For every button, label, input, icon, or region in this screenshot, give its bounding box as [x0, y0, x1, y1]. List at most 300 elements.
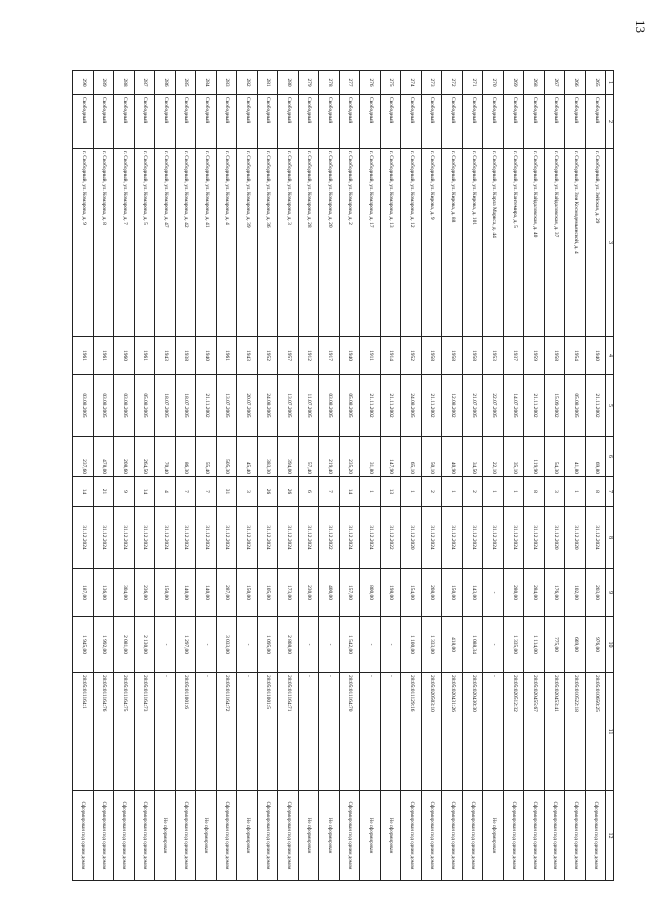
table-cell: 03.08.2005 [319, 375, 340, 437]
table-cell: 1960 [114, 337, 135, 375]
table-cell: 31.12.2024 [155, 507, 176, 569]
table-cell: 2 [421, 477, 442, 507]
registry-table [72, 70, 614, 881]
table-row [278, 71, 299, 881]
table-cell: 26 [257, 477, 278, 507]
table-cell: 136,00 [93, 569, 114, 617]
table-cell: 28:05:020453:41 [544, 673, 565, 791]
table-cell: Свободный [319, 95, 340, 149]
table-cell: 28:05:011164:70 [339, 673, 360, 791]
table-cell: 14.07.2005 [503, 375, 524, 437]
table-cell: 31,80 [360, 437, 381, 477]
table-cell: 55,40 [196, 437, 217, 477]
table-cell: 1954 [565, 337, 586, 375]
table-cell: 140,00 [175, 569, 196, 617]
table-cell: Не сформирован [298, 791, 319, 881]
table-cell: 21.11.2002 [196, 375, 217, 437]
table-cell: Свободный [216, 95, 237, 149]
table-cell: Сформирован под одним домом [565, 791, 586, 881]
table-cell: 140,00 [196, 569, 217, 617]
table-cell: 7 [319, 477, 340, 507]
table-cell: Свободный [483, 95, 504, 149]
table-cell: Свободный [298, 95, 319, 149]
table-cell: 208,00 [421, 569, 442, 617]
column-header: 1 [606, 71, 614, 95]
table-cell: 2 808,00 [278, 617, 299, 673]
table-cell: 21.11.2002 [421, 375, 442, 437]
table-cell: 1952 [257, 337, 278, 375]
table-cell: Свободный [421, 95, 442, 149]
table-cell: 20.07.2005 [237, 375, 258, 437]
table-cell: 1911 [360, 337, 381, 375]
table-cell: Сформирован под одним домом [134, 791, 155, 881]
table-cell: 13.07.2005 [216, 375, 237, 437]
table-cell: 2 130,00 [134, 617, 155, 673]
table-cell: 280 [278, 71, 299, 95]
table-cell: 34,50 [462, 437, 483, 477]
table-cell: 28:05:020512:32 [503, 673, 524, 791]
table-cell: Свободный [278, 95, 299, 149]
table-cell: 9 [114, 477, 135, 507]
table-cell: 1937 [503, 337, 524, 375]
table-cell: 13 [380, 477, 401, 507]
table-cell: Сформирован под одним домом [114, 791, 135, 881]
table-cell: 264,50 [134, 437, 155, 477]
table-cell: Свободный [134, 95, 155, 149]
table-cell: 1961 [134, 337, 155, 375]
table-cell: 54,30 [544, 437, 565, 477]
table-cell: г. Свободный, ул. Комарова, д. 5 [134, 149, 155, 337]
table-cell: Сформирован под одним домом [339, 791, 360, 881]
table-cell: 150,00 [442, 569, 463, 617]
table-cell: 31.12.2024 [339, 507, 360, 569]
table-cell: 290 [73, 71, 94, 95]
table-cell: - [237, 617, 258, 673]
table-cell: 230,00 [298, 569, 319, 617]
table-cell: Сформирован под одним домом [93, 791, 114, 881]
table-cell: 03.08.2005 [114, 375, 135, 437]
table-cell: 478,00 [93, 437, 114, 477]
table-cell: Свободный [462, 95, 483, 149]
table-cell: 13.07.2005 [278, 375, 299, 437]
table-cell: Сформирован под одним домом [421, 791, 442, 881]
table-cell: 28:05:011164:71 [278, 673, 299, 791]
table-cell: 287,00 [216, 569, 237, 617]
table-row [319, 71, 340, 881]
table-row [421, 71, 442, 881]
table-cell: 1961 [73, 337, 94, 375]
table-cell: 800,00 [360, 569, 381, 617]
table-cell: 28:05:011001:6 [175, 673, 196, 791]
table-cell: - [196, 673, 217, 791]
table-cell: 1957 [278, 337, 299, 375]
table-cell: 1 114,00 [524, 617, 545, 673]
table-cell: 28:05:011164:73 [134, 673, 155, 791]
table-cell: Сформирован под одним домом [524, 791, 545, 881]
table-cell: Сформирован под одним домом [462, 791, 483, 881]
table-cell: г. Свободный, ул. Комарова, д. 36 [257, 149, 278, 337]
table-cell: 418,00 [442, 617, 463, 673]
table-cell: 1940 [585, 337, 606, 375]
table-cell: 28:05:020503:10 [421, 673, 442, 791]
table-cell: 45,40 [237, 437, 258, 477]
column-header: 9 [606, 569, 614, 617]
table-cell: 267 [544, 71, 565, 95]
table-cell: - [298, 673, 319, 791]
table-cell: 1 [360, 477, 381, 507]
table-cell: 86,30 [175, 437, 196, 477]
table-cell: 276 [360, 71, 381, 95]
table-cell: 03.08.2005 [73, 375, 94, 437]
table-cell: Свободный [442, 95, 463, 149]
table-cell: Не сформирован [237, 791, 258, 881]
table-cell: - [298, 617, 319, 673]
table-row [114, 71, 135, 881]
column-header: 6 [606, 437, 614, 477]
table-cell: Свободный [73, 95, 94, 149]
table-cell: 203,00 [585, 569, 606, 617]
table-cell: 70,40 [155, 437, 176, 477]
table-cell: 1958 [421, 337, 442, 375]
table-cell: 287 [134, 71, 155, 95]
table-cell: 31.12.2020 [565, 507, 586, 569]
table-cell: 1 095,00 [257, 617, 278, 673]
table-cell: 266 [565, 71, 586, 95]
table-cell: г. Свободный, ул. Кайдаловская, д. 37 [544, 149, 565, 337]
table-cell: Сформирован под одним домом [544, 791, 565, 881]
table-row [339, 71, 360, 881]
table-cell: г. Свободный, ул. Зои Космодемьянской, д. 4 [565, 149, 586, 337]
table-cell: г. Свободный, ул. Комарова, д. 4 [216, 149, 237, 337]
table-cell: 1914 [380, 337, 401, 375]
table-cell: 31.12.2020 [544, 507, 565, 569]
table-cell: Свободный [585, 95, 606, 149]
table-cell: г. Свободный, ул. Комарова, д. 17 [360, 149, 381, 337]
table-cell: Свободный [175, 95, 196, 149]
table-cell: 219,40 [319, 437, 340, 477]
table-cell: г. Свободный, ул. Комарова, д. 28 [298, 149, 319, 337]
table-cell: 15.09.2002 [544, 375, 565, 437]
table-cell: - [319, 673, 340, 791]
table-row [565, 71, 586, 881]
table-cell: 05.08.2005 [134, 375, 155, 437]
table-cell: 1 [442, 477, 463, 507]
table-cell: - [237, 673, 258, 791]
table-cell: 1958 [462, 337, 483, 375]
table-cell: 14 [134, 477, 155, 507]
table-cell: 1938 [175, 337, 196, 375]
table-cell: Сформирован под одним домом [175, 791, 196, 881]
table-cell: 1 [565, 477, 586, 507]
table-cell: 31.12.2024 [483, 507, 504, 569]
table-cell: 31.12.2024 [196, 507, 217, 569]
table-cell: Не сформирован [319, 791, 340, 881]
table-cell: 28:05:010650:25 [585, 673, 606, 791]
table-cell: Сформирован под одним домом [278, 791, 299, 881]
table-cell: Не сформирован [155, 791, 176, 881]
table-cell: 1 [401, 477, 422, 507]
table-cell: 1959 [524, 337, 545, 375]
table-row [155, 71, 176, 881]
table-row [585, 71, 606, 881]
column-header: 2 [606, 95, 614, 149]
table-cell: г. Свободный, ул. Комарова, д. 7 [114, 149, 135, 337]
table-cell: 1952 [401, 337, 422, 375]
table-cell: 31.12.2024 [462, 507, 483, 569]
table-cell: 235,20 [339, 437, 360, 477]
table-row [503, 71, 524, 881]
table-cell: 277 [339, 71, 360, 95]
table-row [483, 71, 504, 881]
table-cell: 383,30 [257, 437, 278, 477]
table-cell: г. Свободный, ул. Кирова, д. 101 [462, 149, 483, 337]
table-cell: - [483, 673, 504, 791]
table-cell: Сформирован под одним домом [585, 791, 606, 881]
table-cell: 26 [278, 477, 299, 507]
table-cell: 21.11.2002 [585, 375, 606, 437]
table-cell: г. Свободный, ул. Комарова, д. 13 [380, 149, 401, 337]
column-header: 5 [606, 375, 614, 437]
table-cell: 31.12.2024 [278, 507, 299, 569]
table-cell: 31.12.2024 [298, 507, 319, 569]
table-body [73, 71, 606, 881]
table-cell: 1 088,34 [462, 617, 483, 673]
table-cell: г. Свободный, ул. Зейская, д. 29 [585, 149, 606, 337]
table-cell: 31.12.2024 [257, 507, 278, 569]
table-cell: 3 [544, 477, 565, 507]
table-cell: 31.12.2024 [360, 507, 381, 569]
table-cell: 31.12.2024 [175, 507, 196, 569]
table-cell: 269 [503, 71, 524, 95]
column-header: 10 [606, 617, 614, 673]
table-cell: 1940 [196, 337, 217, 375]
table-cell: 288 [114, 71, 135, 95]
table-cell: 21 [93, 477, 114, 507]
table-cell: 1953 [483, 337, 504, 375]
table-row [237, 71, 258, 881]
table-row [196, 71, 217, 881]
table-cell: 18.07.2005 [175, 375, 196, 437]
table-cell: 304,00 [114, 569, 135, 617]
table-cell: 3 033,00 [216, 617, 237, 673]
table-cell: 285 [175, 71, 196, 95]
table-cell: - [380, 673, 401, 791]
table-cell: 22,10 [483, 437, 504, 477]
table-cell: Не сформирован [380, 791, 401, 881]
table-cell: 28:05:011129:16 [401, 673, 422, 791]
table-cell: 31.12.2024 [114, 507, 135, 569]
table-cell: 03.08.2005 [93, 375, 114, 437]
table-cell: 173,00 [278, 569, 299, 617]
table-cell: 31.12.2022 [319, 507, 340, 569]
table-cell: 31.12.2024 [73, 507, 94, 569]
table-cell: 28:05:011001:5 [257, 673, 278, 791]
table-cell: 1 100,00 [401, 617, 422, 673]
table-cell: 157,00 [339, 569, 360, 617]
table-row [462, 71, 483, 881]
table-cell: Свободный [380, 95, 401, 149]
table-cell: 28:05:011164:76 [93, 673, 114, 791]
table-cell: 31.12.2024 [421, 507, 442, 569]
table-cell: 154,00 [401, 569, 422, 617]
table-cell: 28:05:020455:67 [524, 673, 545, 791]
table-cell: 24.08.2005 [401, 375, 422, 437]
table-cell: г. Свободный, ул. Комарова, д. 12 [401, 149, 422, 337]
table-cell: 1 [483, 477, 504, 507]
table-cell: 31.12.2024 [93, 507, 114, 569]
table-cell: 28:05:011164:1 [73, 673, 94, 791]
table-cell: Не сформирован [360, 791, 381, 881]
table-row [360, 71, 381, 881]
table-cell: 669,00 [565, 617, 586, 673]
table-cell: 265 [585, 71, 606, 95]
table-cell: 198,00 [380, 569, 401, 617]
table-cell: 22.07.2005 [483, 375, 504, 437]
table-cell: 268 [524, 71, 545, 95]
table-cell: 281 [257, 71, 278, 95]
table-cell: 1 945,00 [73, 617, 94, 673]
table-cell: 143,00 [462, 569, 483, 617]
table-cell: 286 [155, 71, 176, 95]
table-row [380, 71, 401, 881]
table-cell: 05.08.2005 [565, 375, 586, 437]
table-row [175, 71, 196, 881]
table-cell: Сформирован под одним домом [216, 791, 237, 881]
table-cell: г. Свободный, ул. Комарова, д. 8 [93, 149, 114, 337]
table-cell: 176,00 [544, 569, 565, 617]
table-cell: 976,00 [585, 617, 606, 673]
table-cell: 284 [196, 71, 217, 95]
table-row [524, 71, 545, 881]
table-cell: 400,00 [319, 569, 340, 617]
table-cell: 7 [175, 477, 196, 507]
column-header: 11 [606, 673, 614, 791]
table-cell: 1 542,00 [339, 617, 360, 673]
table-cell: 289 [93, 71, 114, 95]
page-number: 13 [633, 20, 648, 33]
table-row [257, 71, 278, 881]
table-cell: 1940 [339, 337, 360, 375]
table-cell: 284,00 [524, 569, 545, 617]
table-cell: - [155, 617, 176, 673]
table-cell: 1 992,00 [93, 617, 114, 673]
table-cell: 283 [216, 71, 237, 95]
table-cell: Сформирован под одним домом [73, 791, 94, 881]
table-cell: Сформирован под одним домом [257, 791, 278, 881]
table-cell: 1958 [544, 337, 565, 375]
registry-table-container [72, 70, 614, 880]
table-cell: 775,00 [544, 617, 565, 673]
table-cell: 2 [462, 477, 483, 507]
table-cell: 69,80 [585, 437, 606, 477]
table-cell: 1943 [237, 337, 258, 375]
table-cell: 21.11.2002 [380, 375, 401, 437]
table-cell: 28:05:020430:30 [462, 673, 483, 791]
table-cell: 35,10 [503, 437, 524, 477]
table-cell: Сформирован под одним домом [442, 791, 463, 881]
table-cell: Свободный [544, 95, 565, 149]
table-row [93, 71, 114, 881]
table-cell: Не сформирован [483, 791, 504, 881]
table-row [134, 71, 155, 881]
table-cell: Свободный [155, 95, 176, 149]
table-cell: 275 [380, 71, 401, 95]
table-cell: 1912 [298, 337, 319, 375]
table-cell: 1 297,00 [175, 617, 196, 673]
table-cell: 279 [298, 71, 319, 95]
table-cell: Свободный [401, 95, 422, 149]
table-cell: 208,60 [114, 437, 135, 477]
table-cell: г. Свободный, ул. Карла Маркса, д. 44 [483, 149, 504, 337]
table-cell: - [483, 569, 504, 617]
table-cell: - [483, 617, 504, 673]
table-cell: 102,00 [565, 569, 586, 617]
table-cell: 41,80 [565, 437, 586, 477]
table-cell: - [360, 673, 381, 791]
column-header: 3 [606, 149, 614, 337]
table-cell: г. Свободный, ул. Комарова, д. 3 [278, 149, 299, 337]
table-cell: г. Свободный, ул. Комарова, д. 20 [319, 149, 340, 337]
table-header-row [606, 71, 614, 881]
table-cell: 274 [401, 71, 422, 95]
table-row [216, 71, 237, 881]
table-cell: Сформирован под одним домом [503, 791, 524, 881]
table-cell: Свободный [114, 95, 135, 149]
table-cell: 1 [503, 477, 524, 507]
table-cell: 1 333,00 [421, 617, 442, 673]
table-cell: 31.12.2024 [134, 507, 155, 569]
table-cell: 150,00 [237, 569, 258, 617]
table-cell: г. Свободный, ул. Комарова, д. 2 [339, 149, 360, 337]
table-cell: 31.12.2022 [380, 507, 401, 569]
table-cell: г. Свободный, ул. Комарова, д. 41 [196, 149, 217, 337]
table-cell: - [155, 673, 176, 791]
table-cell: Свободный [503, 95, 524, 149]
table-cell: 4 [155, 477, 176, 507]
table-cell: 271 [462, 71, 483, 95]
table-cell: 31.12.2024 [524, 507, 545, 569]
table-cell: 12.08.2002 [442, 375, 463, 437]
table-cell: 1961 [216, 337, 237, 375]
table-cell: 394,00 [278, 437, 299, 477]
table-cell: 31.12.2024 [237, 507, 258, 569]
table-cell: Свободный [360, 95, 381, 149]
table-cell: 31.12.2020 [401, 507, 422, 569]
table-cell: 28:05:010522:18 [565, 673, 586, 791]
table-cell: 1943 [155, 337, 176, 375]
column-header: 12 [606, 791, 614, 881]
table-cell: Сформирован под одним домом [401, 791, 422, 881]
table-row [544, 71, 565, 881]
table-cell: г. Свободный, ул. Комарова, д. 9 [73, 149, 94, 337]
table-cell: г. Свободный, ул. Кайдаловская, д. 40 [524, 149, 545, 337]
table-cell: - [360, 617, 381, 673]
table-cell: 1961 [93, 337, 114, 375]
table-cell: г. Свободный, ул. Комарова, д. 42 [175, 149, 196, 337]
table-cell: Не сформирован [196, 791, 217, 881]
table-cell: Свободный [93, 95, 114, 149]
table-cell: 14 [73, 477, 94, 507]
column-header: 7 [606, 477, 614, 507]
table-cell: 8 [524, 477, 545, 507]
table-cell: 31.12.2024 [585, 507, 606, 569]
table-cell: Свободный [257, 95, 278, 149]
table-cell: г. Свободный, ул. Кирова, д. 88 [442, 149, 463, 337]
column-header: 4 [606, 337, 614, 375]
table-cell: 1958 [442, 337, 463, 375]
table-row [298, 71, 319, 881]
table-cell: 28:05:020431:26 [442, 673, 463, 791]
